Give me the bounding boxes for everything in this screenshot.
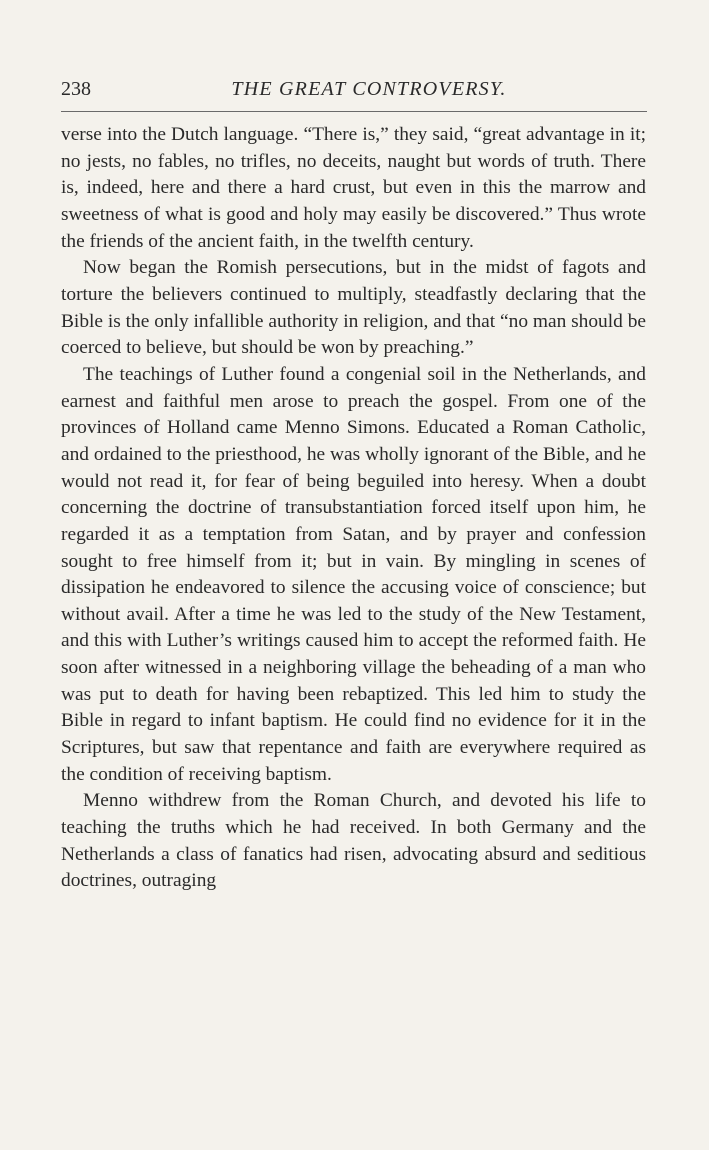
- running-header: [61, 76, 647, 106]
- paragraph-4: Menno withdrew from the Roman Church, and devoted his life to teaching the truths which he had received. In both Germany and the Netherlands a class of fanatics had risen, advocating absurd and seditious doctrines, outraging: [61, 790, 646, 892]
- page-body: [61, 122, 646, 895]
- page-number: 238: [61, 78, 91, 100]
- paragraph-3: The teachings of Luther found a congenial soil in the Netherlands, and earnest and faithful men arose to preach the gospel. From one of the provinces of Holland came Menno Simons. Educated a Roman Catholic, and ordained to the priesthood, he was wholly ignorant of the Bible, and he would not read it, for fear of being beguiled into heresy. When a doubt concerning the doctrine of transubstantiation forced itself upon him, he regarded it as a temptation from Satan, and by prayer and confession sought to free himself from it; but in vain. By mingling in scenes of dissipation he endeavored to silence the accusing voice of conscience; but without avail. After a time he was led to the study of the New Testament, and this with Luther’s writings caused him to accept the reformed faith. He soon after witnessed in a neighboring village the beheading of a man who was put to death for having been rebaptized. This led him to study the Bible in regard to infant baptism. He could find no evidence for it in the Scriptures, but saw that repentance and faith are everywhere required as the condition of receiving baptism.: [61, 363, 646, 785]
- paragraph-1: verse into the Dutch language. “There is,” they said, “great advantage in it; no jests, no fables, no trifles, no deceits, naught but words of truth. There is, indeed, here and there a hard crust, but even in this the marrow and sweetness of what is good and holy may easily be discovered.” Thus wrote the friends of the ancient faith, in the twelfth century.: [61, 124, 646, 252]
- paragraph-2: Now began the Romish persecutions, but in the midst of fagots and torture the believers continued to multiply, steadfastly declaring that the Bible is the only infallible authority in religion, and that “no man should be coerced to believe, but should be won by preaching.”: [61, 257, 646, 359]
- header-rule: [61, 111, 647, 112]
- running-title: THE GREAT CONTROVERSY.: [231, 78, 507, 100]
